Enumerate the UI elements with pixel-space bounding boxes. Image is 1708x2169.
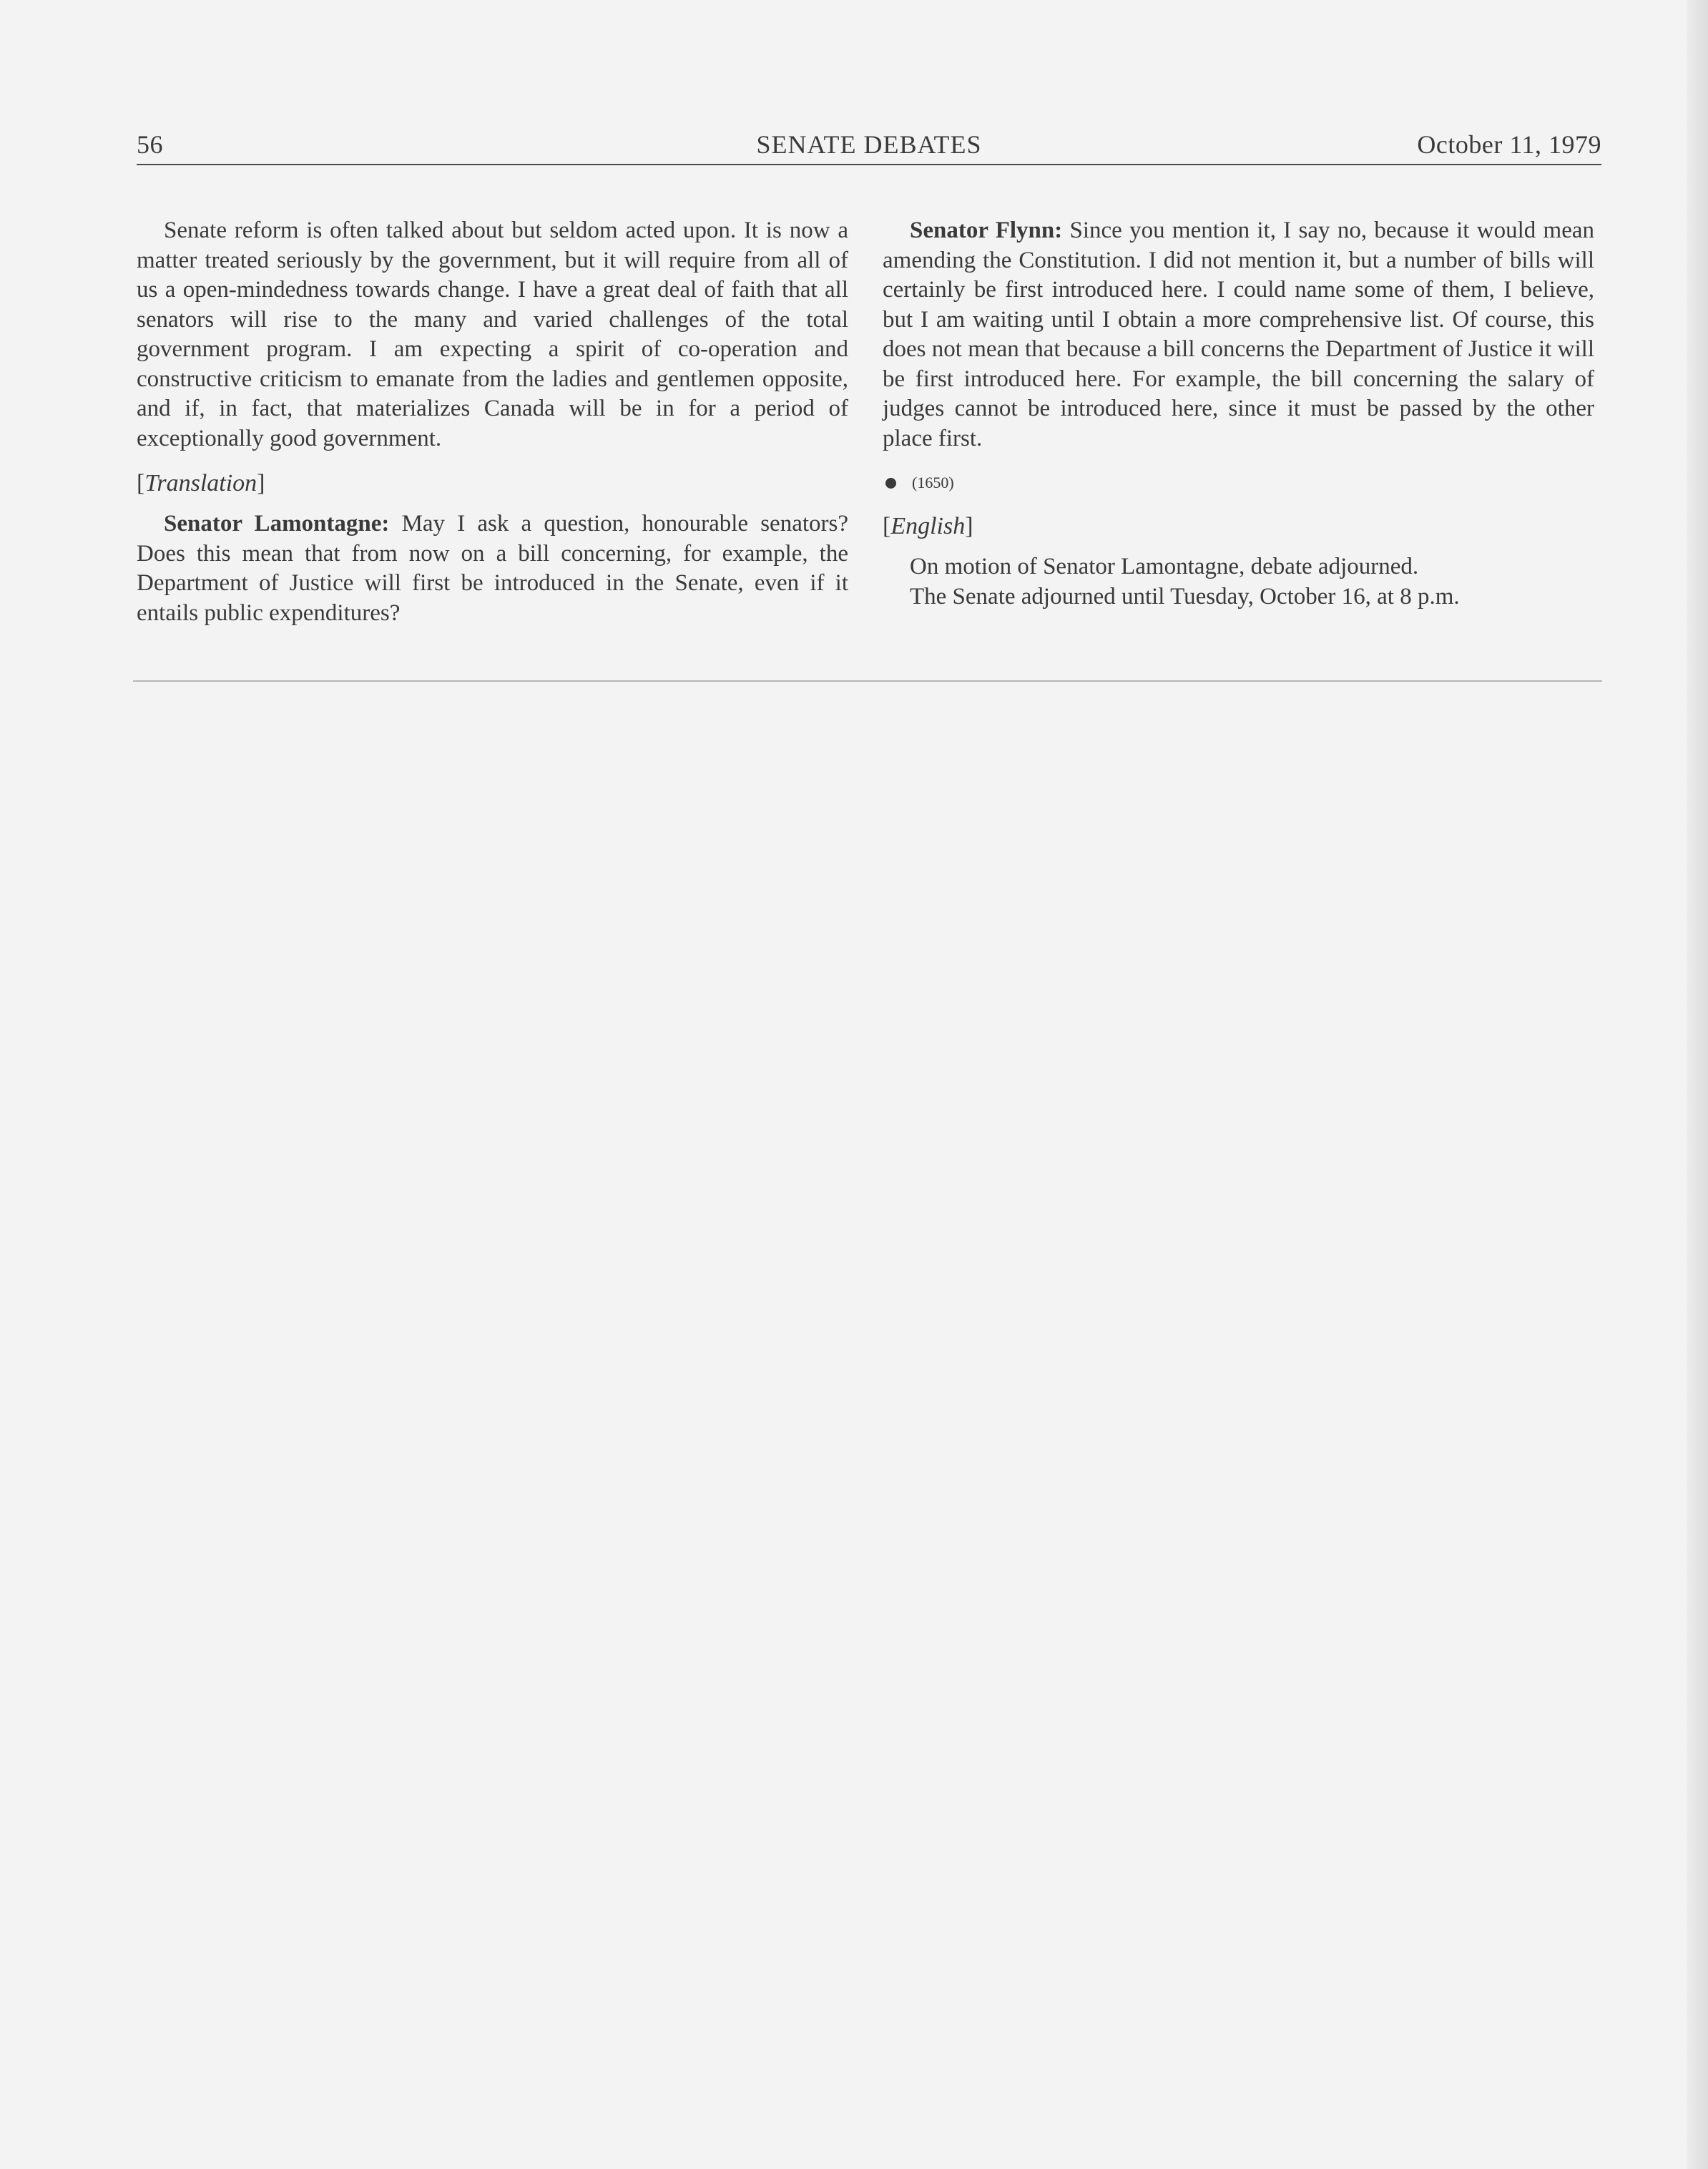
time-marker-text: (1650) <box>912 474 954 491</box>
senate-reform-paragraph: Senate reform is often talked about but seldom acted upon. It is now a matter treated seriously by the government, but it will require from all of us a open-mindedness towards change. I have a great deal of faith that all senators will rise to the many and varied challenges of the total government program. I am expecting a spirit of co-operation and constructive criticism to emanate from the ladies and gentlemen opposite, and if, in fact, that materializes Canada will be in for a period of exceptionally good government. <box>137 217 848 451</box>
time-marker <box>883 471 1594 495</box>
open-bracket: [ <box>137 470 145 496</box>
page-header <box>137 126 1601 163</box>
flynn-answer-paragraph <box>883 216 1594 454</box>
lamontagne-question-paragraph <box>137 509 848 628</box>
left-column <box>137 216 848 628</box>
translation-tag-label: Translation <box>144 470 257 496</box>
right-column <box>883 216 1594 612</box>
page-edge-shadow <box>1687 0 1708 2169</box>
close-bracket: ] <box>257 470 265 496</box>
motion-line: On motion of Senator Lamontagne, debate adjourned. <box>910 554 1419 579</box>
speaker-flynn: Senator Flynn: <box>910 217 1063 243</box>
end-of-text-rule <box>133 680 1602 682</box>
publication-title: SENATE DEBATES <box>756 130 982 159</box>
close-bracket: ] <box>965 513 973 539</box>
adjournment-line: The Senate adjourned until Tuesday, October 16, at 8 p.m. <box>910 583 1460 609</box>
english-tag-label: English <box>890 513 966 539</box>
header-rule <box>137 164 1601 165</box>
bullet-dot-icon <box>885 478 896 489</box>
speaker-lamontagne: Senator Lamontagne: <box>164 511 390 537</box>
page-number: 56 <box>137 130 163 159</box>
flynn-answer-text: Since you mention it, I say no, because it would mean amending the Constitution. I did not mention it, but a number of bills will certainly be first introduced here. I could name some of them, I believe, but I am waiting until I obtain a more comprehensive list. Of course, this does not mean that because a bill concerns the Department of Justice it will be first introduced here. For example, the bill concerning the salary of judges cannot be introduced here, since it must be passed by the other place first. <box>883 217 1594 451</box>
open-bracket: [ <box>883 513 891 539</box>
lamontagne-question-text: May I ask a question, honourable senators? Does this mean that from now on a bill concerning, for example, the Department of Justice will first be introduced in the Senate, even if it entails public expenditures? <box>137 511 848 626</box>
sitting-date: October 11, 1979 <box>1417 130 1601 159</box>
english-tag <box>883 511 1594 542</box>
translation-tag <box>137 468 848 499</box>
